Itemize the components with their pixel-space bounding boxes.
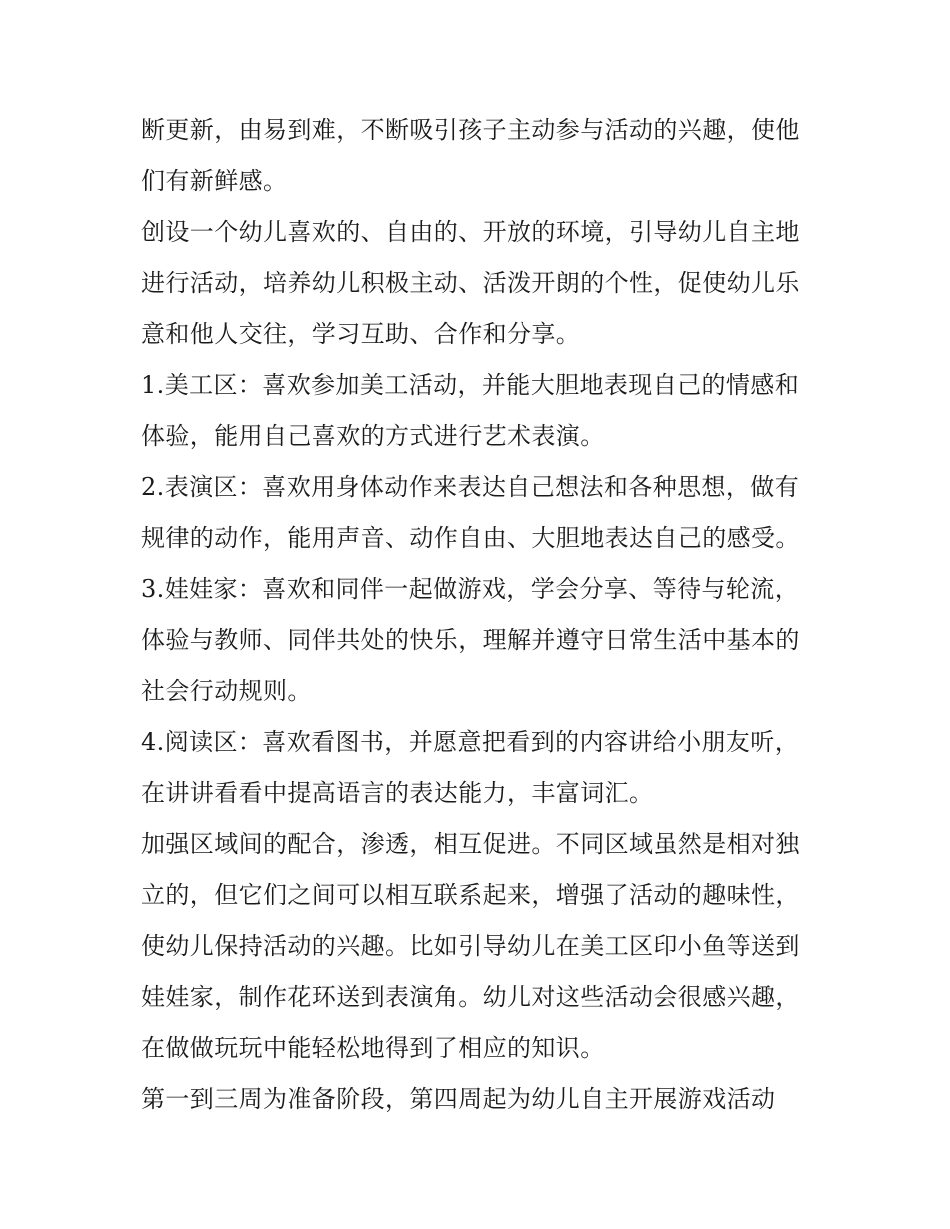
text-line: 3.娃娃家：喜欢和同伴一起做游戏，学会分享、等待与轮流， [141, 575, 800, 603]
text-line: 在做做玩玩中能轻松地得到了相应的知识。 [141, 1034, 605, 1062]
paragraph-intro-continuation [141, 105, 821, 207]
text-line: 规律的动作，能用声音、动作自由、大胆地表达自己的感受。 [141, 524, 800, 552]
text-line: 在讲讲看看中提高语言的表达能力，丰富词汇。 [141, 779, 654, 807]
paragraph-performance-area [141, 462, 821, 564]
text-line: 社会行动规则。 [141, 677, 312, 705]
paragraph-art-area [141, 360, 821, 462]
text-line: 意和他人交往，学习互助、合作和分享。 [141, 320, 581, 348]
text-line: 进行活动，培养幼儿积极主动、活泼开朗的个性，促使幼儿乐 [141, 269, 800, 297]
text-line: 体验与教师、同伴共处的快乐，理解并遵守日常生活中基本的 [141, 626, 800, 654]
text-line: 断更新，由易到难，不断吸引孩子主动参与活动的兴趣，使他 [141, 116, 800, 144]
text-line: 1.美工区：喜欢参加美工活动，并能大胆地表现自己的情感和 [141, 371, 800, 399]
text-line: 4.阅读区：喜欢看图书，并愿意把看到的内容讲给小朋友听， [141, 728, 800, 756]
text-line: 第一到三周为准备阶段，第四周起为幼儿自主开展游戏活动 [141, 1085, 776, 1113]
document-body [141, 105, 821, 1125]
text-line: 立的，但它们之间可以相互联系起来，增强了活动的趣味性， [141, 881, 800, 909]
text-line: 加强区域间的配合，渗透，相互促进。不同区域虽然是相对独 [141, 830, 800, 858]
paragraph-environment [141, 207, 821, 360]
text-line: 们有新鲜感。 [141, 167, 288, 195]
paragraph-reading-area [141, 717, 821, 819]
text-line: 2.表演区：喜欢用身体动作来表达自己想法和各种思想，做有 [141, 473, 800, 501]
text-line: 创设一个幼儿喜欢的、自由的、开放的环境，引导幼儿自主地 [141, 218, 800, 246]
text-line: 体验，能用自己喜欢的方式进行艺术表演。 [141, 422, 605, 450]
text-line: 娃娃家，制作花环送到表演角。幼儿对这些活动会很感兴趣， [141, 983, 800, 1011]
paragraph-schedule [141, 1074, 821, 1125]
paragraph-doll-house [141, 564, 821, 717]
text-line: 使幼儿保持活动的兴趣。比如引导幼儿在美工区印小鱼等送到 [141, 932, 800, 960]
paragraph-area-cooperation [141, 819, 821, 1074]
